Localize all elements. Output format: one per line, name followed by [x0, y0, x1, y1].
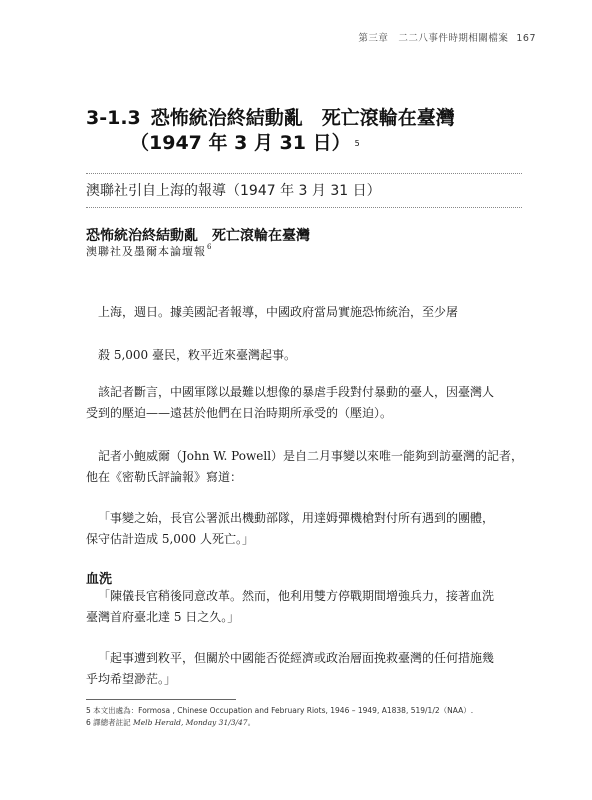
- paragraph-3: [86, 446, 524, 488]
- chapter-title-number: 3-1.3: [86, 107, 141, 129]
- quote-3: [86, 648, 524, 690]
- running-head-chapter: 第三章 二二八事件時期相關檔案: [358, 33, 509, 44]
- article-title: 恐怖統治終結動亂 死亡滾輪在臺灣: [86, 228, 310, 244]
- chapter-title: [86, 106, 526, 156]
- paragraph-2: [86, 382, 524, 424]
- paragraph-line: 殺 5,000 臺民，敉平近來臺灣起事。: [98, 348, 296, 362]
- running-head: [358, 30, 536, 44]
- article-byline: [86, 243, 212, 259]
- paragraph-line: 「事變之始，長官公署派出機動部隊，用達姆彈機槍對付所有遇到的團體，: [98, 511, 495, 525]
- footnote-6: [86, 717, 526, 728]
- paragraph-line: 上海，週日。據美國記者報導，中國政府當局實施恐怖統治，至少屠: [98, 305, 459, 319]
- footnote-ref-5[interactable]: 5: [354, 139, 360, 148]
- chapter-title-line2-wrap: [86, 131, 526, 156]
- paragraph-line: 保守估計造成 5,000 人死亡。」: [86, 532, 254, 546]
- section-heading: 澳聯社引自上海的報導（1947 年 3 月 31 日）: [86, 183, 381, 199]
- paragraph-1: [86, 302, 524, 323]
- footnote-6-source: Melb Herald, Monday 31/3/47: [133, 718, 248, 727]
- footnote-rule: [86, 699, 236, 700]
- paragraph-line: 「起事遭到敉平，但關於中國能否從經濟或政治層面挽救臺灣的任何措施幾: [98, 651, 495, 665]
- paragraph-line: 記者小鮑威爾（John W. Powell）是自二月事變以來唯一能夠到訪臺灣的記者，: [98, 449, 524, 463]
- footnote-6-suffix: 。: [247, 718, 256, 727]
- chapter-title-line1: 恐怖統治終結動亂 死亡滾輪在臺灣: [150, 107, 455, 129]
- footnote-5: 5 本文出處為：Formosa , Chinese Occupation and February Riots, 1946 – 1949, A1838, 519/1/2（NAA）.: [86, 706, 474, 715]
- quote-2: [86, 586, 524, 628]
- section-divider-top: [86, 173, 522, 174]
- paragraph-line: 該記者斷言，中國軍隊以最難以想像的暴虐手段對付暴動的臺人，因臺灣人: [98, 385, 495, 399]
- subheading: 血洗: [86, 572, 113, 587]
- paragraph-line: 他在《密勒氏評論報》寫道：: [86, 470, 243, 484]
- footnote-6-prefix: 6 譯總者註記: [86, 718, 134, 727]
- byline-text: 澳聯社及墨爾本論壇報: [86, 245, 206, 258]
- paragraph-line: 「陳儀長官稍後同意改革。然而，他利用雙方停戰期間增強兵力，接著血洗: [98, 589, 495, 603]
- paragraph-line: 受到的壓迫——遠甚於他們在日治時期所承受的（壓迫）。: [86, 406, 393, 420]
- paragraph-line: 臺灣首府臺北達 5 日之久。」: [86, 610, 240, 624]
- paragraph-1-cont: [86, 345, 524, 366]
- paragraph-line: 乎均希望渺茫。」: [86, 672, 177, 686]
- chapter-title-line2: （1947 年 3 月 31 日）: [130, 132, 351, 154]
- section-divider-bottom: [86, 207, 522, 208]
- footnote-ref-6[interactable]: 6: [207, 243, 213, 251]
- page-number: 167: [516, 33, 536, 44]
- quote-1: [86, 508, 524, 550]
